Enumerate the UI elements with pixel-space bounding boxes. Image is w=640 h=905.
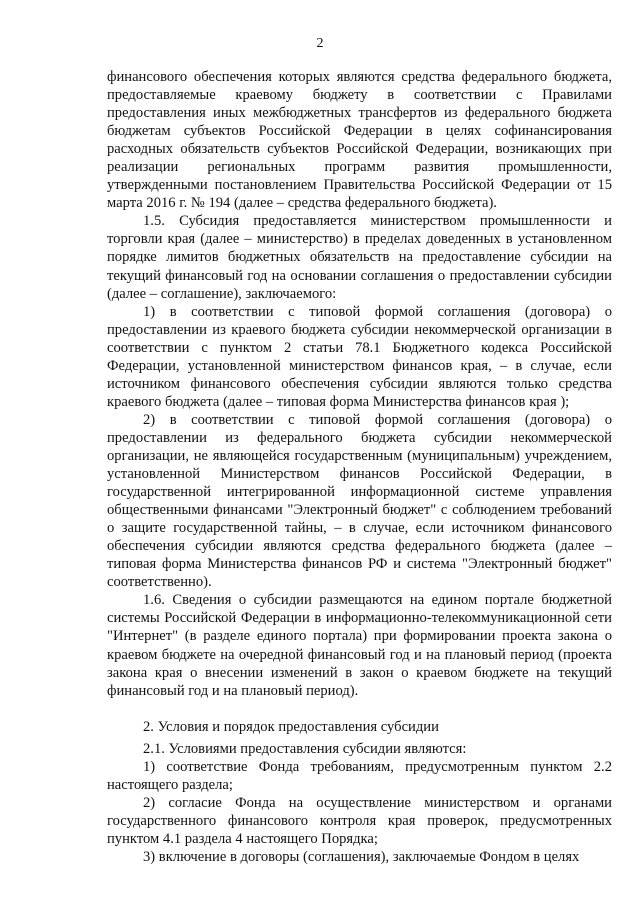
paragraph-1-5-item-2: 2) в соответствии с типовой формой соглашения (договора) о предоставлении из федерального бюджета субсидии некоммерческой организации, не являющейся государственным (муниципальным) учреждением, установленной Министерством финансов Российской Федерации, в государственной интегрированной информационной системе управления общественными финансами "Электронный бюджет" с соблюдением требований о защите государственной тайны, – в случае, если источником финансового обеспечения субсидии являются средства федерального бюджета (далее – типовая форма Министерства финансов РФ и система "Электронный бюджет" соответственно). bbox=[107, 411, 612, 591]
paragraph-1-5: 1.5. Субсидия предоставляется министерством промышленности и торговли края (далее – министерство) в пределах доведенных в установленном порядке лимитов бюджетных обязательств на предоставление субсидии на текущий финансовый год на основании соглашения о предоставлении субсидии (далее – соглашение), заключаемого: bbox=[107, 213, 612, 302]
section-heading: 2. Условия и порядок предоставления субсидии bbox=[143, 718, 439, 735]
paragraph-2-1-item-3: 3) включение в договоры (соглашения), заключаемые Фондом в целях bbox=[143, 848, 580, 865]
paragraph-2-1-item-2: 2) согласие Фонда на осуществление министерством и органами государственного финансового контроля края проверок, предусмотренных пунктом 4.1 раздела 4 настоящего Порядка; bbox=[107, 794, 612, 847]
paragraph-continuation: финансового обеспечения которых являются средства федерального бюджета, предоставляемые краевому бюджету в соответствии с Правилами предоставления иных межбюджетных трансфертов из федерального бюджета бюджетам субъектов Российской Федерации в целях софинансирования расходных обязательств субъектов Российской Федерации, возникающих при реализации региональных программ развития промышленности, утвержденными постановлением Правительства Российской Федерации от 15 марта 2016 г. № 194 (далее – средства федерального бюджета). bbox=[107, 69, 612, 212]
paragraph-1-5-item-1: 1) в соответствии с типовой формой соглашения (договора) о предоставлении из краевого бюджета субсидии некоммерческой организации в соответствии с пунктом 2 статьи 78.1 Бюджетного кодекса Российской Федерации, установленной министерством финансов края, – в случае, если источником финансового обеспечения субсидии являются только средства краевого бюджета (далее – типовая форма Министерства финансов края ); bbox=[107, 303, 612, 410]
paragraph-1-6: 1.6. Сведения о субсидии размещаются на едином портале бюджетной системы Российской Федерации в информационно-телекоммуникационной сети "Интернет" (в разделе единого портала) при формировании проекта закона о краевом бюджете на очередной финансовый год и на плановый период (проекта закона края о внесении изменений в закон о краевом бюджете на текущий финансовый год и на плановый период). bbox=[107, 592, 612, 699]
page-number: 2 bbox=[316, 36, 324, 51]
paragraph-2-1: 2.1. Условиями предоставления субсидии являются: bbox=[143, 740, 467, 757]
document-body bbox=[107, 68, 612, 866]
paragraph-2-1-item-1: 1) соответствие Фонда требованиям, предусмотренным пунктом 2.2 настоящего раздела; bbox=[107, 758, 612, 793]
